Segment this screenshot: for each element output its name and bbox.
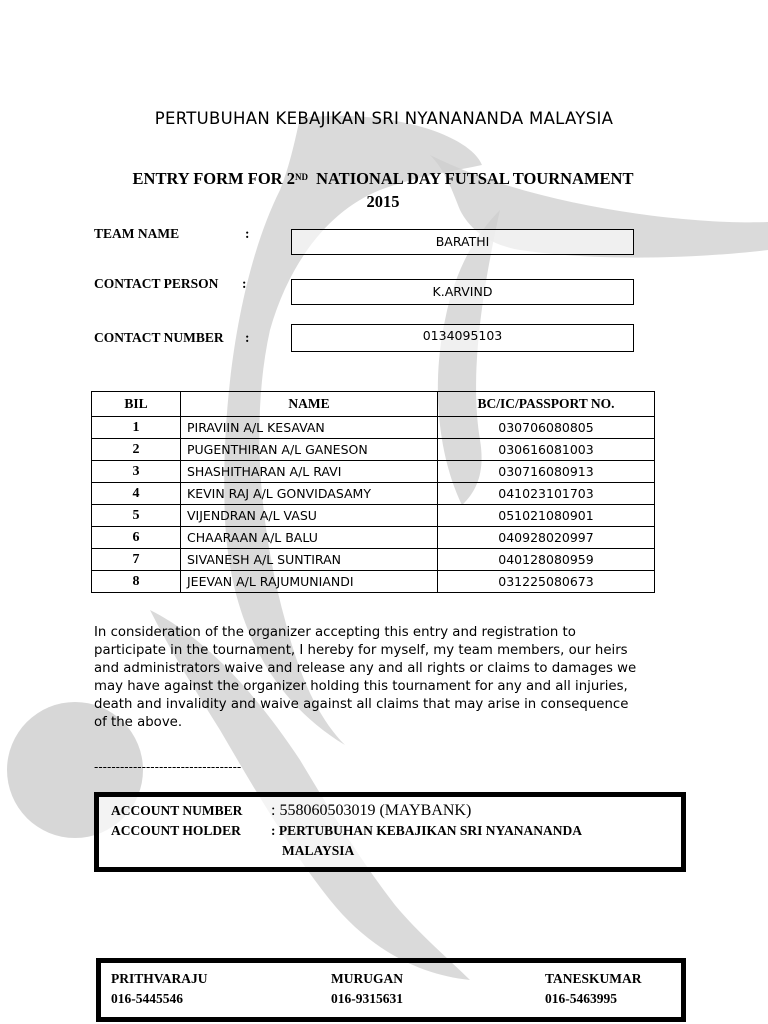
contacts-box [96,958,686,1022]
contact-name: PRITHVARAJU [111,971,208,986]
signature-line[interactable]: ---------------------------------- [94,760,242,774]
table-row [92,439,655,461]
contact-person-field[interactable]: K.ARVIND [291,279,634,305]
contact-phone: 016-5463995 [545,991,617,1006]
header-name: NAME [181,392,438,417]
form-title-year: 2015 [366,192,400,211]
team-name-field[interactable]: BARATHI [291,229,634,255]
cell-bil: 6 [92,527,181,549]
account-holder-value: : PERTUBUHAN KEBAJIKAN SRI NYANANANDA [271,823,583,838]
disclaimer-line: may have against the organizer holding this tournament for any and all injuries, [94,679,628,694]
contact-number-field[interactable]: 0134095103 [291,324,634,352]
contact-name: TANESKUMAR [545,971,642,986]
account-number-value: : 558060503019 (MAYBANK) [271,802,472,819]
disclaimer-line: of the above. [94,715,183,730]
cell-ic[interactable]: 040928020997 [438,527,655,549]
cell-name[interactable]: KEVIN RAJ A/L GONVIDASAMY [181,483,438,505]
table-row [92,417,655,439]
contact-prithvaraju [111,969,208,1009]
table-row [92,483,655,505]
contact-number-colon: : [245,330,250,345]
cell-name[interactable]: JEEVAN A/L RAJUMUNIANDI [181,571,438,593]
contact-person-label: CONTACT PERSON [94,276,219,291]
account-details-box [94,792,686,872]
table-header-row [92,392,655,417]
disclaimer-line: participate in the tournament, I hereby for myself, my team members, our heirs [94,643,628,658]
cell-ic[interactable]: 031225080673 [438,571,655,593]
cell-ic[interactable]: 040128080959 [438,549,655,571]
disclaimer-line: death and invalidity and waive against all claims that may arise in consequence [94,697,629,712]
cell-ic[interactable]: 030616081003 [438,439,655,461]
cell-bil: 1 [92,417,181,439]
cell-bil: 8 [92,571,181,593]
team-name-colon: : [245,226,250,241]
account-holder-row [111,823,582,839]
cell-name[interactable]: VIJENDRAN A/L VASU [181,505,438,527]
cell-ic[interactable]: 030706080805 [438,417,655,439]
cell-name[interactable]: CHAARAAN A/L BALU [181,527,438,549]
account-number-label: ACCOUNT NUMBER [111,803,243,818]
table-row [92,571,655,593]
cell-ic[interactable]: 041023101703 [438,483,655,505]
cell-name[interactable]: SIVANESH A/L SUNTIRAN [181,549,438,571]
header-bil: BIL [92,392,181,417]
cell-bil: 4 [92,483,181,505]
cell-ic[interactable]: 051021080901 [438,505,655,527]
contact-phone: 016-5445546 [111,991,183,1006]
form-title-suffix: NATIONAL DAY FUTSAL TOURNAMENT [316,169,634,188]
cell-name[interactable]: PUGENTHIRAN A/L GANESON [181,439,438,461]
cell-bil: 2 [92,439,181,461]
table-row [92,527,655,549]
table-row [92,549,655,571]
team-name-label: TEAM NAME [94,226,180,241]
cell-ic[interactable]: 030716080913 [438,461,655,483]
organization-title: PERTUBUHAN KEBAJIKAN SRI NYANANANDA MALAYSIA [154,109,614,128]
players-table [91,391,655,593]
contact-phone: 016-9315631 [331,991,403,1006]
contact-name: MURUGAN [331,971,403,986]
cell-bil: 3 [92,461,181,483]
account-number-row [111,802,471,820]
contact-murugan [331,969,403,1009]
account-holder-value-line2: MALAYSIA [282,843,355,858]
account-holder-label: ACCOUNT HOLDER [111,823,241,838]
cell-bil: 5 [92,505,181,527]
disclaimer-text [94,624,684,732]
contact-taneskumar [545,969,642,1009]
form-title-prefix: ENTRY FORM FOR 2 [132,169,295,188]
header-ic: BC/IC/PASSPORT NO. [438,392,655,417]
contact-number-label: CONTACT NUMBER [94,330,224,345]
table-row [92,461,655,483]
table-row [92,505,655,527]
form-title [100,167,666,213]
disclaimer-line: In consideration of the organizer accepting this entry and registration to [94,625,576,640]
cell-name[interactable]: SHASHITHARAN A/L RAVI [181,461,438,483]
cell-name[interactable]: PIRAVIIN A/L KESAVAN [181,417,438,439]
form-title-superscript: ND [294,172,308,182]
contact-person-colon: : [242,276,247,291]
disclaimer-line: and administrators waive and release any and all rights or claims to damages we [94,661,637,676]
cell-bil: 7 [92,549,181,571]
